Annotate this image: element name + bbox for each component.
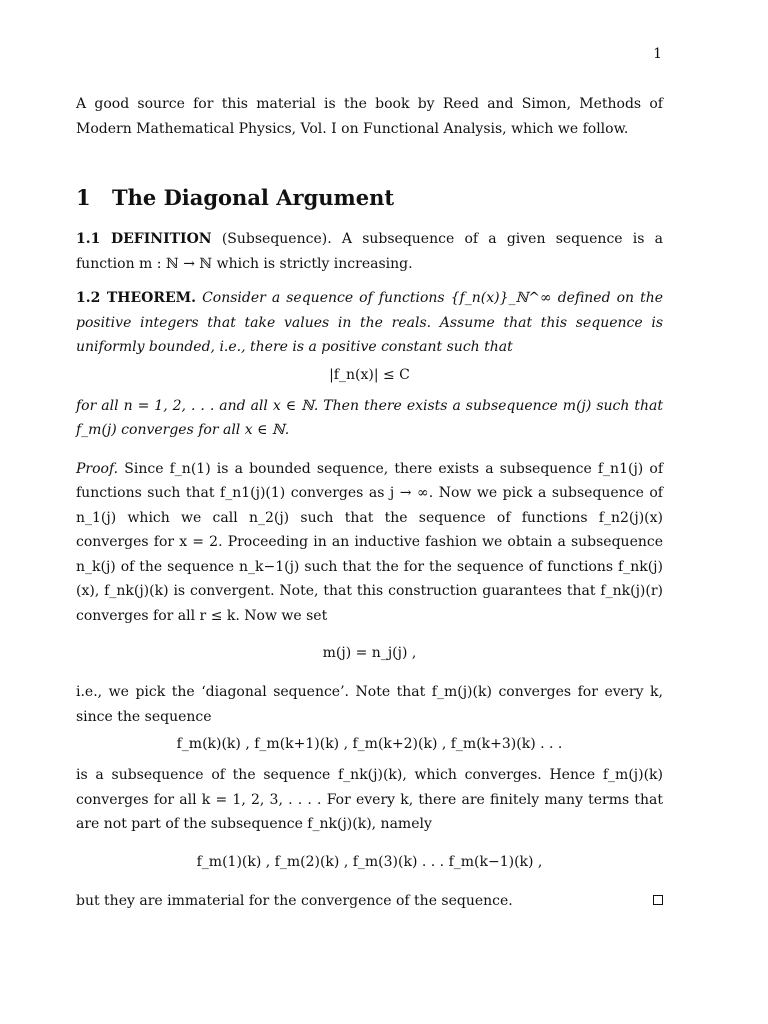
- page-number: 1: [653, 46, 662, 62]
- proof-display-equation-3: f_m(1)(k) , f_m(2)(k) , f_m(3)(k) . . . f_m(k−1)(k) ,: [196, 853, 543, 870]
- theorem-statement-2: for all n = 1, 2, . . . and all x ∈ ℕ. Then there exists a subsequence m(j) such that f_m(j) converges for all x ∈ ℕ.: [76, 397, 663, 438]
- definition-label: 1.1 DEFINITION: [76, 231, 212, 247]
- definition-name: (Subsequence).: [221, 231, 332, 247]
- definition-block: [76, 227, 663, 276]
- proof-text-1: Since f_n(1) is a bounded sequence, there exists a subsequence f_n1(j) of functions such that f_n1(j)(1) converges as j → ∞. Now we pick a subsequence of n_1(j) which we call n_2(j) such that the sequence of functions f_n2(j)(x) converges for x = 2. Proceeding in an inductive fashion we obtain a subsequence n_k(j) of the sequence n_k−1(j) such that the for the sequence of functions f_nk(j)(x), f_nk(j)(k) is convergent. Note, that this construction guarantees that f_nk(j)(r) converges for all r ≤ k. Now we set: [76, 460, 663, 624]
- paper-content: [76, 92, 663, 923]
- proof-text-3: is a subsequence of the sequence f_nk(j)(k), which converges. Hence f_m(j)(k) converges for all k = 1, 2, 3, . . . . For every k, there are finitely many terms that are not part of the subsequence f_nk(j)(k), namely: [76, 767, 663, 832]
- proof-text-2: i.e., we pick the ‘diagonal sequence’. Note that f_m(j)(k) converges for every k, since the sequence: [76, 684, 663, 725]
- proof-block: [76, 457, 663, 629]
- proof-display-equation-1: m(j) = n_j(j) ,: [322, 645, 417, 661]
- theorem-block: [76, 286, 663, 360]
- theorem-statement-1: Consider a sequence of functions {f_n(x)}_ℕ^∞ defined on the positive integers that take values in the reals. Assume that this sequence is uniformly bounded, i.e., there is a positive constant such that: [76, 290, 664, 355]
- proof-display-equation-2: f_m(k)(k) , f_m(k+1)(k) , f_m(k+2)(k) , f_m(k+3)(k) . . .: [176, 736, 563, 752]
- section-number: 1: [76, 185, 91, 210]
- proof-label: Proof.: [76, 460, 119, 477]
- definition-text: A subsequence of a given sequence is a function m : ℕ → ℕ which is strictly increasing.: [76, 231, 664, 272]
- qed-square-icon: [653, 895, 663, 905]
- intro-paragraph: A good source for this material is the book by Reed and Simon, Methods of Modern Mathematical Physics, Vol. I on Functional Analysis, which we follow.: [76, 96, 663, 137]
- proof-text-4: but they are immaterial for the convergence of the sequence.: [76, 892, 513, 909]
- theorem-label: 1.2 THEOREM.: [76, 290, 197, 306]
- proof-conclusion: [76, 889, 663, 914]
- theorem-display-equation: |f_n(x)| ≤ C: [329, 366, 410, 383]
- section-title: The Diagonal Argument: [112, 185, 395, 210]
- section-heading: [76, 185, 663, 211]
